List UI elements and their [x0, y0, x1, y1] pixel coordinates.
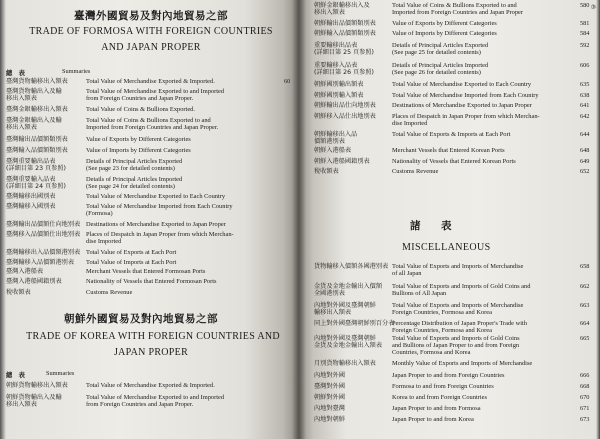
row-title-cn: 朝鮮貨物輸出入及輸 移出入額表	[6, 394, 62, 408]
book-gutter	[292, 0, 306, 439]
row-title-en: Details of Principal Articles Exported (See page 25 for detailed contents)	[392, 42, 489, 57]
row-title-cn: 朝鮮輸出品價額類別表	[314, 20, 376, 27]
contents-row	[298, 42, 600, 58]
miscellaneous-title-cn: 諸 表	[410, 220, 457, 232]
row-page-number: 592	[580, 42, 590, 49]
contents-row	[0, 394, 298, 410]
contents-row	[0, 176, 298, 192]
miscellaneous-title-en: MISCELLANEOUS	[402, 242, 491, 253]
row-title-cn: 臺灣重要輸出品表 (詳細目第 23 頁参照)	[6, 158, 66, 172]
contents-row	[298, 263, 600, 279]
row-title-cn: 朝鮮入港船國籍別表	[314, 158, 370, 165]
row-title-en: Merchant Vessels that Entered Korean Ports	[392, 147, 505, 154]
row-title-cn: 臺灣輸移入品價額港別表	[6, 259, 75, 266]
row-title-cn: 臺灣重要輸入品表 (詳細目第 24 頁参照)	[6, 176, 66, 190]
row-title-en: Total Value of Merchandise Exported to and Imported from Foreign Countries and Japan Proper.	[86, 88, 225, 103]
row-page-number: 652	[580, 168, 590, 175]
row-title-cn: 臺灣輸移入國別表	[6, 203, 56, 210]
contents-row	[0, 158, 298, 174]
row-page-number: 60	[284, 78, 291, 85]
row-title-en: Places of Despatch in Japan Proper from which Merchan- dise Imported	[392, 113, 540, 128]
contents-row	[298, 320, 600, 336]
row-title-en: Details of Principal Articles Imported (See page 24 for detailed contents)	[86, 176, 183, 191]
row-page-number: 673	[580, 416, 590, 423]
row-title-cn: 金貨及金地金輸出入價額 全國港別表	[314, 283, 383, 297]
row-title-en: Total Value of Merchandise Exported to Each Country	[86, 193, 226, 200]
row-title-cn: 臺灣輸出品價額類別表	[6, 136, 68, 143]
row-page-number: 665	[580, 335, 590, 342]
contents-row	[0, 231, 298, 247]
row-title-en: Total Value of Coins & Bullions Exported to and Imported from Foreign Countries and Japan Proper	[392, 2, 523, 17]
row-title-en: Total Value of Merchandise Exported to and Imported from Foreign Countries and Japan Proper.	[86, 394, 225, 409]
row-title-cn: 朝鮮輸移出入品 價額港別表	[314, 131, 358, 145]
row-title-en: Value of Exports by Different Categories	[392, 20, 497, 27]
left-page	[0, 0, 298, 439]
row-page-number: 664	[580, 320, 590, 327]
row-title-cn: 臺灣入港船國籍別表	[6, 278, 62, 285]
korea-title-cn: 朝鮮外國貿易及對內地貿易之部	[64, 313, 218, 325]
row-title-cn: 臺灣貨物輸出入及輸 移出入額表	[6, 88, 62, 102]
row-title-en: Japan Proper to and from Foreign Countries	[392, 372, 505, 379]
row-title-en: Value of Imports by Different Categories	[86, 147, 191, 154]
contents-row	[298, 416, 600, 432]
row-title-cn: 臺灣輸移出國別表	[6, 193, 56, 200]
formosa-title-en-2: AND JAPAN PROPER	[101, 42, 201, 53]
row-page-number: 644	[580, 131, 590, 138]
row-title-en: Details of Principal Articles Imported (See page 26 for detailed contents)	[392, 62, 489, 77]
row-title-cn: 重要輸移出品表 (詳細目第 25 頁参照)	[314, 42, 374, 56]
row-title-cn: 內地對朝鮮	[314, 416, 345, 423]
row-title-cn: 月別貨物輸移出入額表	[314, 360, 376, 367]
row-title-en: Total Value of Exports & Imports at Each Port	[392, 131, 511, 138]
row-title-cn: 稅收額表	[6, 289, 31, 296]
row-title-en: Percentage Distribution of Japan Proper's Trade with Foreign Countries, Formosa and Korea	[392, 320, 527, 335]
korea-title-en-1: TRADE OF KOREA WITH FOREIGN COUNTRIES AND	[26, 331, 280, 342]
row-title-en: Total Value of Merchandise Exported to Each Country	[392, 81, 532, 88]
row-title-en: Total Value of Coins & Bullions Exported to and Imported from Foreign Countries and Japan Proper.	[86, 117, 219, 132]
row-title-en: Places of Despatch in Japan Proper from which Merchan- dise Imported	[86, 231, 234, 246]
row-title-cn: 內地對外國及臺灣朝鮮 輸移出入額表	[314, 302, 376, 316]
formosa-title-cn: 臺灣外國貿易及對內地貿易之部	[74, 10, 228, 22]
row-title-cn: 臺灣貨物輸移出入額表	[6, 78, 68, 85]
row-title-en: Total Value of Merchandise Exported & Imported.	[86, 382, 215, 389]
row-title-en: Customs Revenue	[392, 168, 439, 175]
row-title-cn: 朝鮮移入品仕出地別表	[314, 113, 376, 120]
row-title-en: Japan Proper to and from Formosa	[392, 405, 481, 412]
contents-row	[298, 2, 600, 18]
row-title-cn: 貨物輸移入價額各國港別表	[314, 263, 389, 270]
row-title-en: Japan Proper to and from Korea	[392, 416, 474, 423]
contents-row	[0, 117, 298, 133]
summaries-header-cn: 總 表	[6, 70, 25, 77]
formosa-title-en-1: TRADE OF FORMOSA WITH FOREIGN COUNTRIES	[29, 26, 273, 37]
row-title-en: Merchant Vessels that Entered Formosan Ports	[86, 268, 206, 275]
row-title-cn: 朝鮮貨物輸移出入額表	[6, 382, 68, 389]
row-title-en: Details of Principal Articles Exported (See page 23 for detailed contents)	[86, 158, 183, 173]
row-page-number: 584	[580, 30, 590, 37]
row-title-cn: 同上對外國臺灣朝鮮別百分表	[314, 320, 395, 327]
row-page-number: 666	[580, 372, 590, 379]
row-page-number: 662	[580, 283, 590, 290]
row-page-number: 670	[580, 394, 590, 401]
row-title-cn: 臺灣輸移出入品價額港別表	[6, 249, 81, 256]
row-title-en: Total Value of Exports and Imports of Gold Coins and Bullions of Japan Proper to and from Foreign Countries, Formosa and Korea	[392, 335, 520, 357]
row-title-en: Total Value of Exports and Imports of Merchandise Foreign Countries, Formosa and Korea	[392, 302, 524, 317]
contents-row	[298, 335, 600, 357]
row-page-number: 638	[580, 92, 590, 99]
right-edge-shadow	[596, 0, 600, 439]
contents-row	[298, 113, 600, 129]
row-title-cn: 朝鮮對外國	[314, 394, 345, 401]
row-title-cn: 臺灣輸出品價額仕向地別表	[6, 221, 81, 228]
row-title-cn: 內地對外國	[314, 372, 345, 379]
row-title-en: Monthly Value of Exports and Imports of Merchandise	[392, 360, 533, 367]
row-page-number: 581	[580, 20, 590, 27]
row-title-en: Korea to and from Foreign Countries	[392, 394, 487, 401]
row-title-en: Total Value of Exports and Imports of Gold Coins and Bullions of All Japan	[392, 283, 531, 298]
row-title-en: Total Value of Coins & Bullions Exported.	[86, 106, 195, 113]
row-page-number: 671	[580, 405, 590, 412]
row-title-cn: 朝鮮國別輸入額表	[314, 92, 364, 99]
row-title-cn: 朝鮮輸出品仕向地別表	[314, 102, 376, 109]
summaries-header-2-cn: 總 表	[6, 372, 25, 379]
row-title-cn: 臺灣移入品價額仕出地別表	[6, 231, 81, 238]
row-title-cn: 朝鮮入港船表	[314, 147, 352, 154]
contents-row	[298, 302, 600, 318]
contents-row	[0, 203, 298, 219]
contents-row	[0, 289, 298, 305]
row-title-cn: 臺灣金銀輸移出入額表	[6, 106, 68, 113]
contents-row	[0, 88, 298, 104]
row-title-en: Value of Imports by Different Categories	[392, 30, 497, 37]
row-page-number: 648	[580, 147, 590, 154]
row-title-cn: 臺灣入港船表	[6, 268, 44, 275]
korea-title-en-2: JAPAN PROPER	[113, 347, 189, 358]
contents-row	[298, 62, 600, 78]
row-title-en: Destinations of Merchandise Exported to Japan Proper	[86, 221, 226, 228]
row-title-cn: 稅收額表	[314, 168, 339, 175]
row-page-number: 668	[580, 383, 590, 390]
row-page-number: 649	[580, 158, 590, 165]
row-title-cn: 內地對外國及臺灣朝鮮 金貨及金地金輸出入額表	[314, 335, 383, 349]
row-page-number: 606	[580, 62, 590, 69]
row-page-number: 641	[580, 102, 590, 109]
row-title-cn: 重要輸移入品表 (詳細目第 26 頁参照)	[314, 62, 374, 76]
row-page-number: 635	[580, 81, 590, 88]
page-mark: ③	[590, 5, 596, 11]
row-title-en: Nationality of Vessels that Entered Formosan Ports	[86, 278, 217, 285]
row-page-number: 580	[580, 2, 590, 9]
row-title-cn: 臺灣輸入品價額類別表	[6, 147, 68, 154]
row-title-cn: 朝鮮金銀輸移出入及 移出入額表	[314, 2, 370, 16]
contents-row	[298, 283, 600, 299]
row-title-cn: 內地對臺灣	[314, 405, 345, 412]
row-page-number: 642	[580, 113, 590, 120]
summaries-header-2-en: Summaries	[46, 370, 75, 377]
row-title-en: Customs Revenue	[86, 289, 133, 296]
row-title-en: Total Value of Exports and Imports of Merchandise of all Japan	[392, 263, 524, 278]
row-page-number: 658	[580, 263, 590, 270]
row-title-en: Formosa to and from Foreign Countries	[392, 383, 494, 390]
row-title-en: Total Value of Merchandise Imported from Each Country	[392, 92, 539, 99]
row-title-en: Total Value of Merchandise Imported from Each Country (Formosa)	[86, 203, 233, 218]
row-title-cn: 朝鮮國別輸出額表	[314, 81, 364, 88]
contents-row	[298, 168, 600, 184]
row-page-number: 663	[580, 302, 590, 309]
row-title-cn: 臺灣對外國	[314, 383, 345, 390]
row-title-en: Total Value of Exports at Each Port	[86, 249, 177, 256]
row-title-en: Nationality of Vessels that Entered Korean Ports	[392, 158, 516, 165]
summaries-header-en: Summaries	[62, 68, 91, 75]
right-page	[298, 0, 600, 439]
row-title-en: Destinations of Merchandise Exported to Japan Proper	[392, 102, 532, 109]
row-title-en: Total Value of Merchandise Exported & Imported.	[86, 78, 215, 85]
row-title-cn: 朝鮮輸入品價額類別表	[314, 30, 376, 37]
row-title-en: Value of Exports by Different Categories	[86, 136, 191, 143]
row-title-cn: 臺灣金銀輸出入及輸 移出入額表	[6, 117, 62, 131]
row-title-en: Total Value of Imports at Each Port	[86, 259, 177, 266]
contents-row	[298, 131, 600, 147]
